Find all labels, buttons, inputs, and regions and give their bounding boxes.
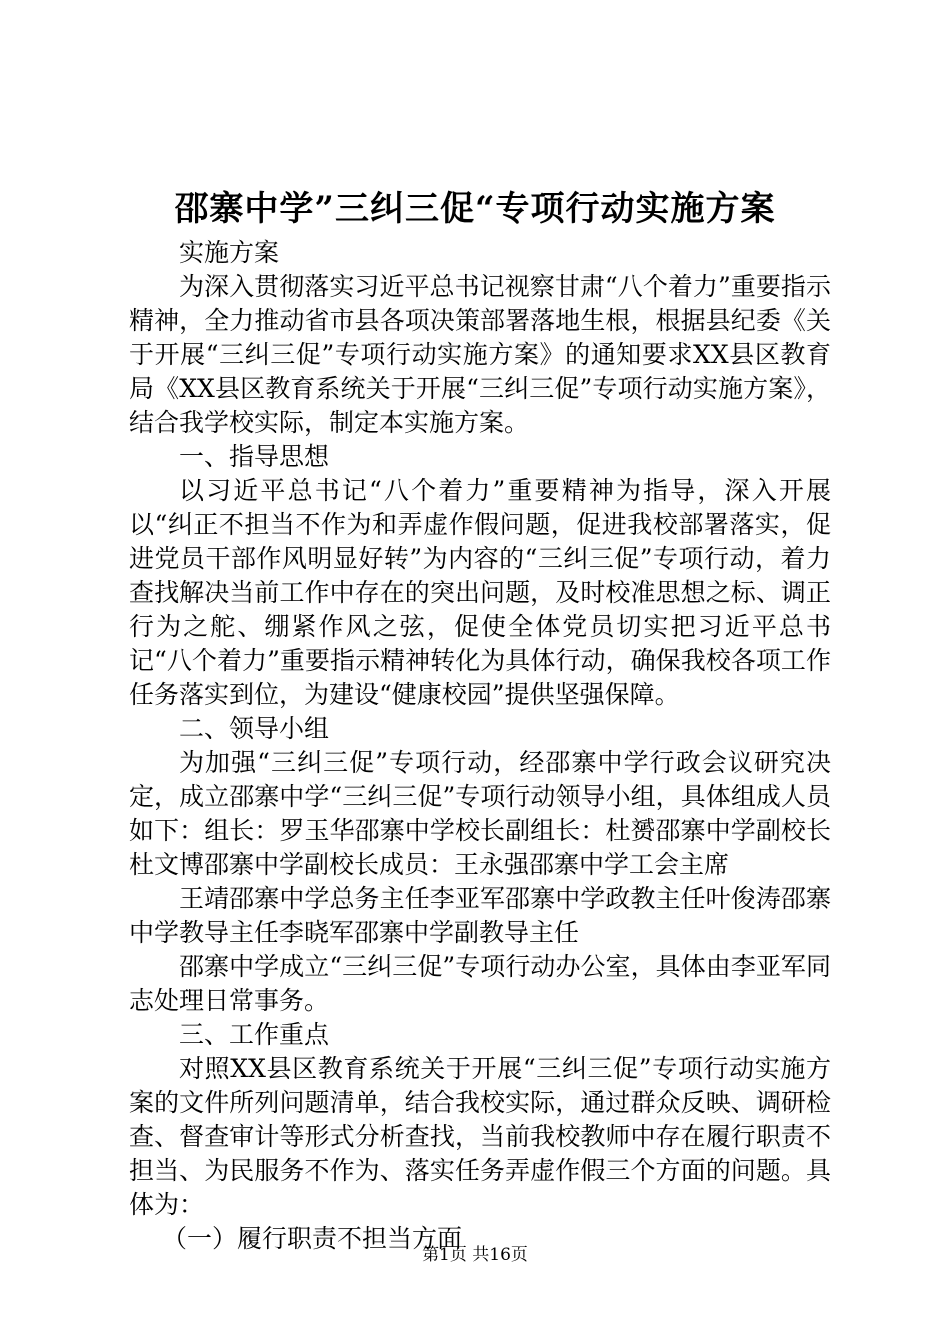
paragraph-guiding-ideology: 以习近平总书记“八个着力”重要精神为指导，深入开展以“纠正不担当不作为和弄虚作假问题，促进我校部署落实，促进党员干部作风明显好转”为内容的“三纠三促”专项行动，着力查找解决当前工作中存在的突出问题，及时校准思想之标、调正行为之舵、绷紧作风之弦，促使全体党员切实把习近平总书记“八个着力”重要指示精神转化为具体行动，确保我校各项工作任务落实到位，为建设“健康校园”提供坚强保障。 [129, 476, 831, 709]
paragraph-office: 邵寨中学成立“三纠三促”专项行动办公室，具体由李亚军同志处理日常事务。 [129, 952, 831, 1015]
section-heading-guiding-ideology: 一、指导思想 [179, 442, 330, 471]
paragraph-members: 王靖邵寨中学总务主任李亚军邵寨中学政教主任叶俊涛邵寨中学教导主任李晓军邵寨中学副教导主任 [129, 884, 831, 947]
paragraph-work-focus: 对照XX县区教育系统关于开展“三纠三促”专项行动实施方案的文件所列问题清单，结合我校实际，通过群众反映、调研检查、督查审计等形式分析查找，当前我校教师中存在履行职责不担当、为民服务不作为、落实任务弄虚作假三个方面的问题。具体为： [129, 1054, 831, 1219]
section-heading-leadership-group: 二、领导小组 [179, 714, 330, 743]
section-heading-work-focus: 三、工作重点 [179, 1020, 330, 1049]
paragraph-heading-plan: 实施方案 [179, 238, 280, 267]
paragraph-leadership-group: 为加强“三纠三促”专项行动，经邵寨中学行政会议研究决定，成立邵寨中学“三纠三促”专项行动领导小组，具体组成人员如下：组长：罗玉华邵寨中学校长副组长：杜赟邵寨中学副校长杜文博邵寨中学副校长成员：王永强邵寨中学工会主席 [129, 748, 831, 879]
paragraph-intro: 为深入贯彻落实习近平总书记视察甘肃“八个着力”重要指示精神，全力推动省市县各项决策部署落地生根，根据县纪委《关于开展“三纠三促”专项行动实施方案》的通知要求XX县区教育局《XX县区教育系统关于开展“三纠三促”专项行动实施方案》，结合我学校实际，制定本实施方案。 [129, 272, 831, 437]
subsection-heading-duties: （一）履行职责不担当方面 [162, 1224, 463, 1253]
page-footer: 第1页 共16页 [422, 1245, 528, 1265]
document-title: 邵寨中学”三纠三促“专项行动实施方案 [174, 189, 776, 229]
document-body [129, 236, 831, 1256]
